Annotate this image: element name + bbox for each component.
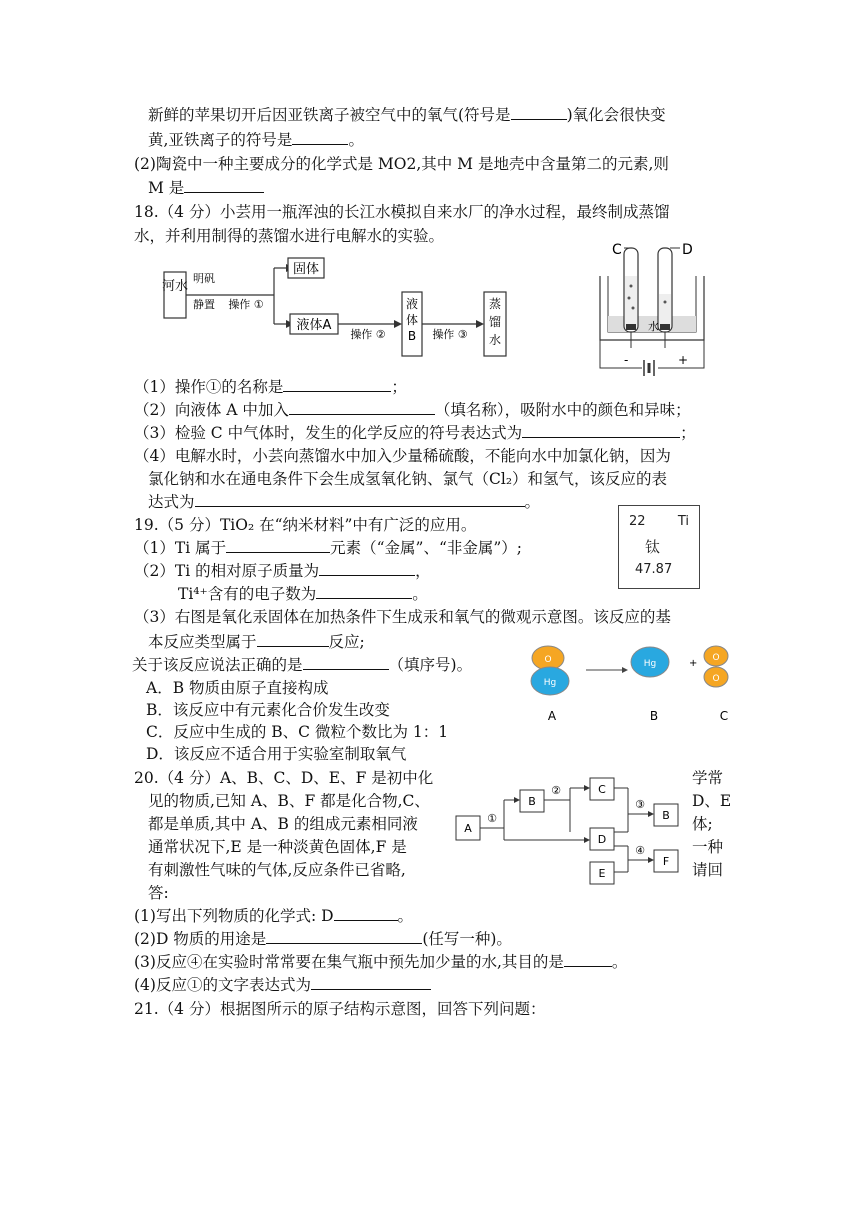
label-a: A	[547, 709, 557, 723]
reaction-3: ③	[635, 798, 645, 811]
q19-option-d: D．该反应不适合用于实验室制取氧气	[146, 745, 407, 763]
hg-atom-product: Hg	[643, 659, 657, 669]
blank[interactable]	[303, 655, 389, 670]
q20-line5: 有刺激性气味的气体,反应条件已省略,	[148, 861, 406, 879]
q20-right5: 请回	[692, 861, 724, 879]
q17-line4: M 是	[148, 178, 264, 198]
blank[interactable]	[311, 975, 431, 990]
mercury-oxide-micro-diagram	[524, 640, 740, 730]
hg-atom: Hg	[543, 678, 557, 688]
settle-label: 静置	[193, 298, 215, 311]
q18-sub4b: 氯化钠和水在通电条件下会生成氢氧化钠、氯气（Cl₂）和氢气，该反应的表	[148, 470, 668, 488]
reaction-2: ②	[551, 784, 561, 797]
node-f: F	[662, 855, 670, 868]
electrolysis-apparatus	[596, 236, 716, 382]
blank[interactable]	[564, 952, 612, 967]
river-water-label: 河水	[161, 279, 189, 294]
q19-sub3b: 本反应类型属于 反应;	[148, 633, 365, 651]
purification-flow-diagram	[156, 252, 516, 362]
q19-option-a: A．B 物质由原子直接构成	[146, 679, 329, 697]
node-b-product: B	[662, 809, 670, 822]
op2-label: 操作 ②	[350, 328, 386, 341]
q20-right2: D、E	[692, 792, 732, 810]
q18-sub4a: （4）电解水时，小芸向蒸馏水中加入少量稀硫酸，不能向水中加氯化钠，因为	[134, 447, 671, 465]
blank[interactable]	[319, 561, 415, 576]
node-d: D	[597, 833, 607, 846]
blank[interactable]	[257, 632, 329, 647]
liquid-a-box: 液体A	[296, 318, 332, 333]
minus-sign: -	[624, 353, 629, 367]
distilled-water-box: 蒸	[488, 297, 502, 311]
q19-option-b: B．该反应中有元素化合价发生改变	[146, 701, 390, 719]
atomic-number: 22	[629, 514, 646, 529]
svg-text:水: 水	[488, 333, 502, 347]
element-name: 钛	[645, 538, 661, 556]
q20-line1: 20.（4 分）A、B、C、D、E、F 是初中化	[134, 769, 434, 787]
plus-sign: +	[678, 353, 689, 367]
svg-text:B: B	[407, 329, 417, 343]
titanium-element-card	[618, 505, 700, 589]
blank[interactable]	[522, 423, 680, 438]
blank[interactable]	[334, 906, 398, 921]
blank[interactable]	[283, 377, 391, 392]
q20-line3: 都是单质,其中 A、B 的组成元素相同液	[148, 815, 418, 833]
svg-text:体: 体	[405, 313, 419, 327]
q17-line1: 新鲜的苹果切开后因亚铁离子被空气中的氧气(符号是 )氧化会很快变	[148, 106, 666, 124]
q18-sub4c: 达式为 。	[148, 493, 541, 511]
q19-sub2c: Ti⁴⁺含有的电子数为 。	[178, 585, 428, 603]
q20-right1: 学常	[692, 769, 724, 787]
q19-line1: 19.（5 分）TiO₂ 在“纳米材料”中有广泛的应用。	[134, 516, 477, 534]
blank[interactable]	[511, 105, 567, 120]
node-a: A	[464, 822, 472, 835]
q17-line3: (2)陶瓷中一种主要成分的化学式是 MO2,其中 M 是地壳中含量第二的元素,则	[134, 155, 669, 173]
node-e: E	[598, 867, 606, 880]
label-c: C	[612, 242, 622, 258]
q19-sub2: （2）Ti 的相对原子质量为 ，	[134, 562, 431, 580]
water-label: 水	[648, 320, 659, 333]
blank[interactable]	[289, 400, 435, 415]
q20-sub2: (2)D 物质的用途是 (任写一种)。	[134, 930, 512, 948]
blank[interactable]	[195, 492, 525, 507]
op1-label: 操作 ①	[228, 298, 264, 311]
o-atom: O	[544, 655, 552, 665]
solid-box: 固体	[292, 262, 320, 277]
o-atom-product: O	[712, 653, 720, 663]
blank[interactable]	[226, 538, 330, 553]
blank[interactable]	[184, 178, 264, 193]
reaction-1: ①	[487, 812, 497, 825]
alum-label: 明矾	[193, 272, 215, 285]
label-b: B	[649, 709, 659, 723]
q20-line2: 见的物质,已知 A、B、F 都是化合物,C、	[148, 792, 430, 810]
q20-right4: 一种	[692, 838, 724, 856]
q18-line2: 水，并利用制得的蒸馏水进行电解水的实验。	[134, 227, 445, 245]
q17-line2: 黄,亚铁离子的符号是 。	[148, 131, 364, 149]
q20-sub1: (1)写出下列物质的化学式: D 。	[134, 907, 414, 925]
q20-sub4: (4)反应①的文字表达式为	[134, 975, 431, 995]
label-d: D	[682, 242, 693, 258]
node-b: B	[528, 795, 536, 808]
q19-option-c: C．反应中生成的 B、C 微粒个数比为 1：1	[146, 723, 449, 741]
q20-right3: 体;	[692, 815, 713, 833]
reaction-4: ④	[635, 844, 645, 857]
q18-sub2: （2）向液体 A 中加入 （填名称），吸附水中的颜色和异味；	[134, 401, 691, 419]
svg-text:馏: 馏	[488, 315, 502, 329]
o-atom-product: O	[712, 674, 720, 684]
op3-label: 操作 ③	[432, 328, 468, 341]
q19-sub1: （1）Ti 属于 元素（“金属”、“非金属”）;	[134, 539, 523, 557]
q18-sub1: （1）操作①的名称是 ；	[134, 378, 407, 396]
blank[interactable]	[316, 584, 412, 599]
liquid-b-box: 液	[405, 297, 419, 311]
blank[interactable]	[266, 929, 422, 944]
q20-line4: 通常状况下,E 是一种淡黄色固体,F 是	[148, 838, 407, 856]
atomic-mass: 47.87	[635, 562, 673, 577]
q19-sub3: （3）右图是氧化汞固体在加热条件下生成汞和氧气的微观示意图。该反应的基	[134, 608, 671, 626]
q18-line1: 18.（4 分）小芸用一瓶浑浊的长江水模拟自来水厂的净水过程，最终制成蒸馏	[134, 203, 670, 221]
q18-sub3: （3）检验 C 中气体时，发生的化学反应的符号表达式为 ；	[134, 424, 696, 442]
element-symbol: Ti	[677, 514, 689, 529]
q20-sub3: (3)反应④在实验时常常要在集气瓶中预先加少量的水,其目的是 。	[134, 953, 628, 971]
reaction-network-diagram	[450, 776, 690, 888]
q19-sub3d: 关于该反应说法正确的是 （填序号)。	[132, 656, 473, 674]
q20-line6: 答:	[148, 884, 169, 902]
label-c: C	[719, 709, 729, 723]
blank[interactable]	[292, 130, 348, 145]
plus-sign: +	[689, 658, 698, 669]
q21-line1: 21.（4 分）根据图所示的原子结构示意图，回答下列问题：	[134, 1000, 546, 1018]
node-c: C	[598, 783, 606, 796]
